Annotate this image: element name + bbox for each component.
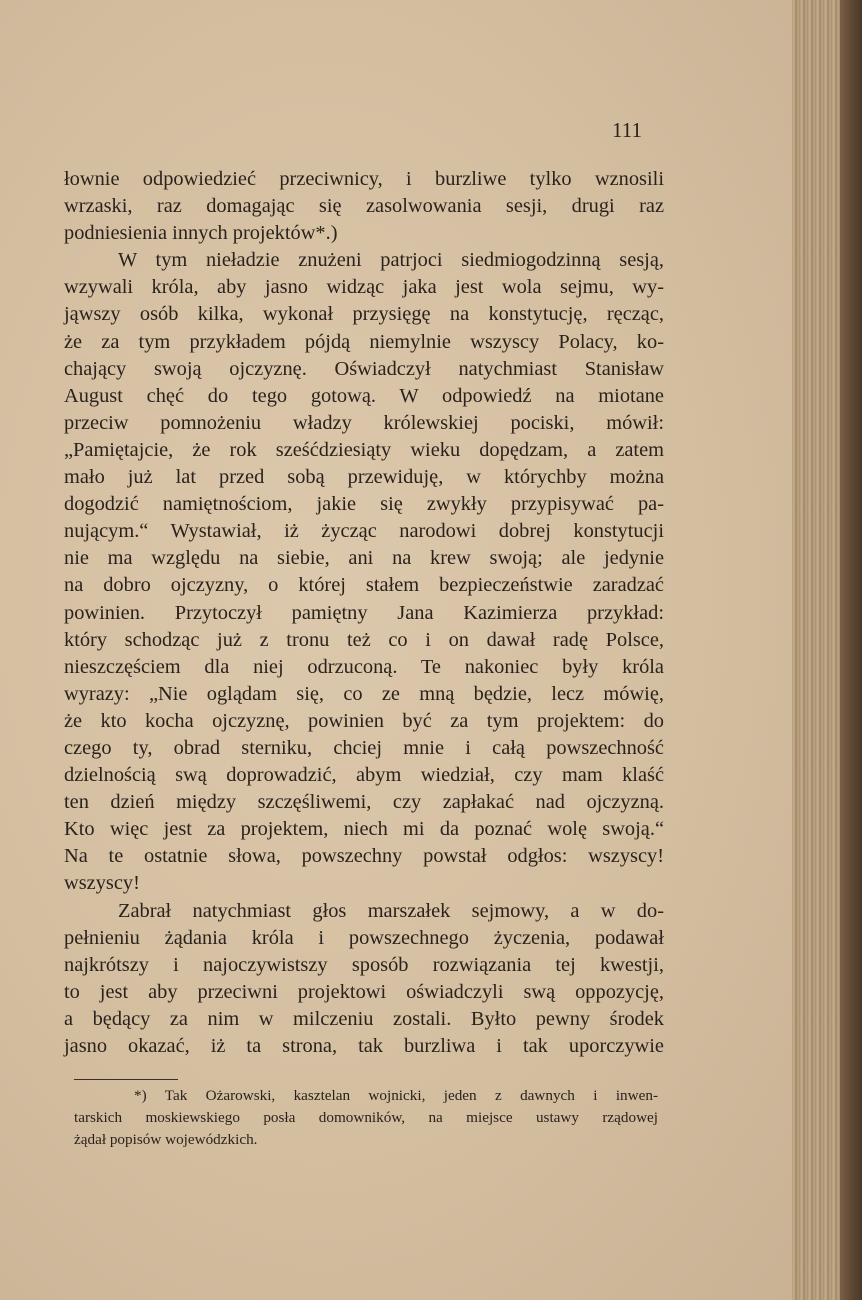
text-line: Zabrał natychmiast głos marszałek sejmowy, a w do-	[118, 899, 664, 922]
text-line: że za tym przykładem pójdą niemylnie wszyscy Polacy, ko-	[64, 330, 664, 353]
text-line: chający swoją ojczyznę. Oświadczył natychmiast Stanisław	[64, 357, 664, 380]
text-line: W tym nieładzie znużeni patrjoci siedmiogodzinną sesją,	[118, 249, 664, 272]
text-line: wszyscy!	[64, 872, 140, 895]
text-line: który schodząc już z tronu też co i on dawał radę Polsce,	[64, 628, 664, 651]
text-line: wyrazy: „Nie oglądam się, co ze mną będzie, lecz mówię,	[64, 682, 664, 705]
text-line: nieszczęściem dla niej odrzuconą. Te nakoniec były króla	[64, 655, 664, 678]
text-line: ten dzień między szczęśliwemi, czy zapłakać nad ojczyzną.	[64, 791, 664, 814]
text-line: przeciw pomnożeniu władzy królewskiej pociski, mówił:	[64, 411, 664, 434]
text-line: to jest aby przeciwni projektowi oświadczyli swą oppozycję,	[64, 980, 664, 1003]
text-line: Kto więc jest za projektem, niech mi da poznać wolę swoją.“	[64, 818, 664, 841]
text-line: wrzaski, raz domagając się zasolwowania sesji, drugi raz	[64, 195, 664, 218]
text-line: jąwszy osób kilka, wykonał przysięgę na konstytucję, ręcząc,	[64, 303, 664, 326]
book-page-edges	[792, 0, 862, 1300]
footnote-line: *) Tak Ożarowski, kasztelan wojnicki, jeden z dawnych i inwen-	[134, 1087, 658, 1104]
footnote-line: żądał popisów wojewódzkich.	[74, 1131, 258, 1148]
footnote-line: tarskich moskiewskiego posła domowników, na miejsce ustawy rządowej	[74, 1109, 658, 1126]
text-line: łownie odpowiedzieć przeciwnicy, i burzliwe tylko wznosili	[64, 168, 664, 190]
text-line: podniesienia innych projektów*.)	[64, 222, 338, 245]
text-line: mało już lat przed sobą przewiduję, w którychby można	[64, 466, 664, 489]
text-line: na dobro ojczyzny, o której stałem bezpieczeństwie zaradzać	[64, 574, 664, 597]
text-line: wzywali króla, aby jasno widząc jaka jest wola sejmu, wy-	[64, 276, 664, 299]
text-line: czego ty, obrad sterniku, chciej mnie i całą powszechność	[64, 736, 664, 759]
book-cover-edge	[840, 0, 862, 1300]
text-line: Na te ostatnie słowa, powszechny powstał odgłos: wszyscy!	[64, 845, 664, 868]
text-line: że kto kocha ojczyznę, powinien być za tym projektem: do	[64, 709, 664, 732]
text-line: nującym.“ Wystawiał, iż życząc narodowi dobrej konstytucji	[64, 520, 664, 543]
text-line: najkrótszy i najoczywistszy sposób rozwiązania tej kwestji,	[64, 953, 664, 976]
body-text	[64, 166, 664, 1060]
text-line: powinien. Przytoczył pamiętny Jana Kazimierza przykład:	[64, 601, 664, 624]
text-line: „Pamiętajcie, że rok sześćdziesiąty wieku dopędzam, a zatem	[64, 438, 664, 461]
text-line: dzielnością swą doprowadzić, abym wiedział, czy mam klaść	[64, 764, 664, 787]
text-line: nie ma względu na siebie, ani na krew swoją; ale jedynie	[64, 547, 664, 570]
text-line: August chęć do tego gotową. W odpowiedź na miotane	[64, 384, 664, 407]
text-line: a będący za nim w milczeniu zostali. Byłto pewny środek	[64, 1007, 664, 1030]
page-number: 111	[612, 118, 642, 142]
text-line: pełnieniu żądania króla i powszechnego życzenia, podawał	[64, 926, 664, 949]
footnote-divider	[74, 1079, 178, 1080]
footnote	[74, 1085, 658, 1151]
text-line: dogodzić namiętnościom, jakie się zwykły przypisywać pa-	[64, 493, 664, 516]
text-line: jasno okazać, iż ta strona, tak burzliwa i tak uporczywie	[64, 1035, 664, 1057]
